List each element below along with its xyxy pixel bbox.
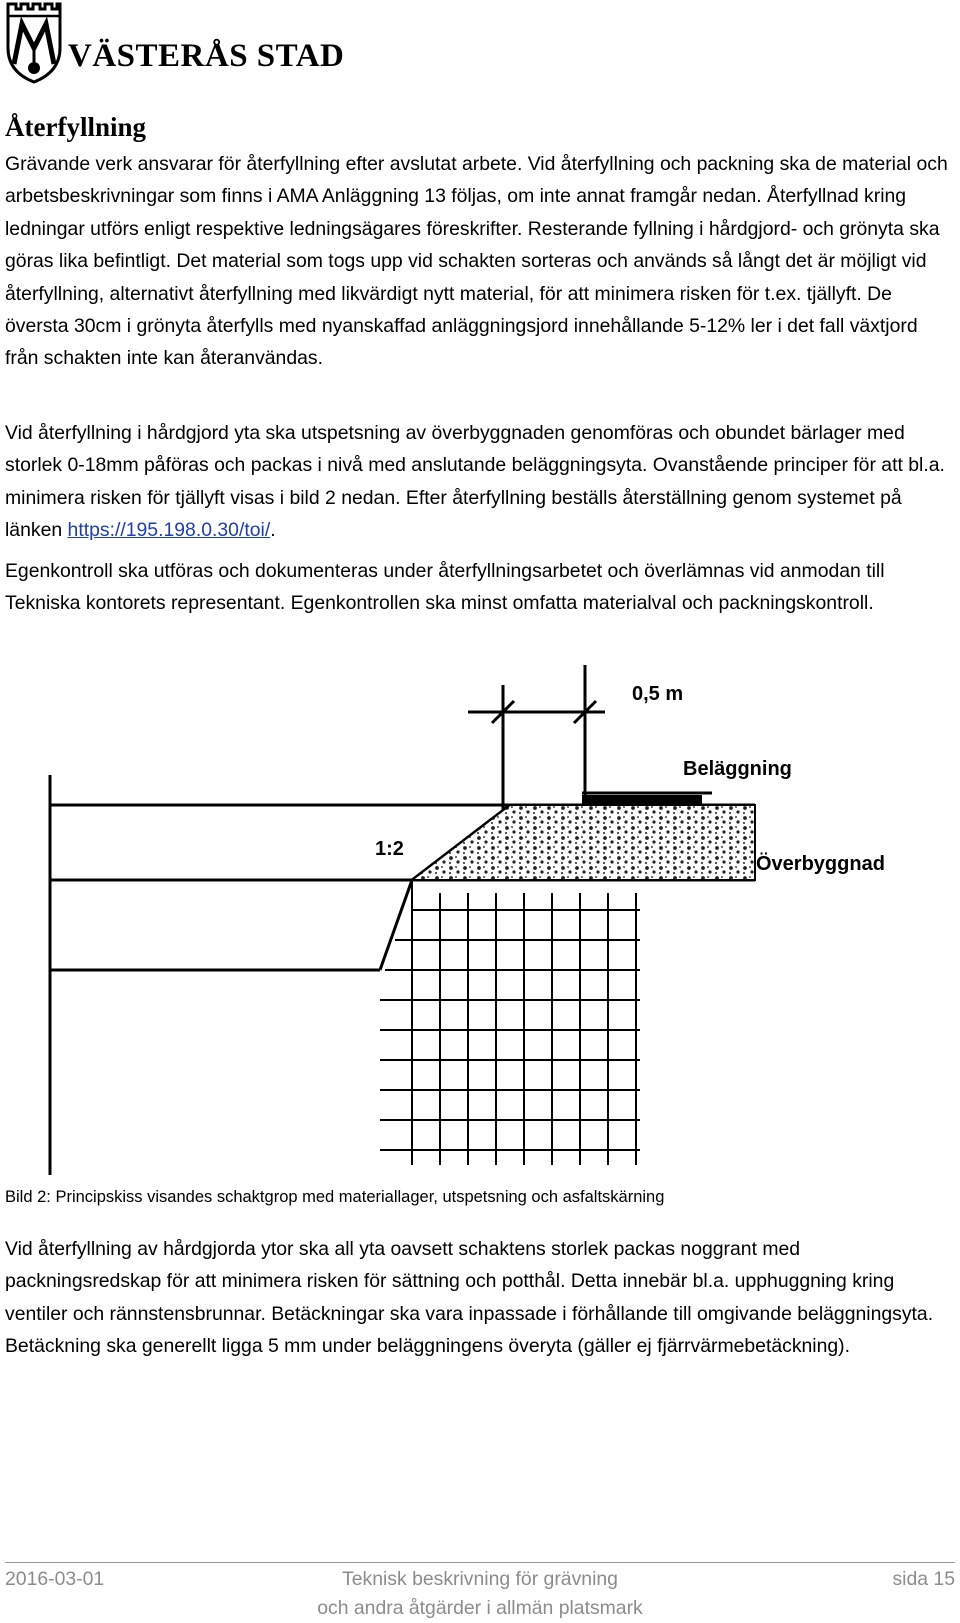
paragraph-backfill-rules: Grävande verk ansvarar för återfyllning efter avslutat arbete. Vid återfyllning och packning ska de material och arbetsbeskrivningar som finns i AMA Anläggning 13 följas, om inte annat framgår nedan. Återfyllnad kring ledningar utförs enligt respektive ledningsägares föreskrifter. Resterande fyllning i hårdgjord- och grönyta ska göras lika befintligt. Det material som togs upp vid schakten sorteras och används så långt det är möjligt vid återfyllning, alternativt återfyllning med likvärdigt nytt material, för att minimera risken för t.ex. tjällyft. De översta 30cm i grönyta återfylls med nyanskaffad anläggningsjord innehållande 5-12% ler i det fall växtjord från schakten inte kan återanvändas. (5, 153, 948, 370)
header-logo (4, 0, 345, 90)
paragraph-text: Vid återfyllning i hårdgjord yta ska utspetsning av överbyggnaden genomföras och obundet bärlager med storlek 0-18mm påföras och packas i nivå med anslutande beläggningsyta. Ovanstående principer för att bl.a. minimera risken för tjällyft visas i bild 2 nedan. Efter återfyllning beställs återställning genom systemet på länken (5, 422, 945, 542)
toi-link[interactable]: https://195.198.0.30/toi/ (67, 519, 271, 542)
paragraph-self-inspection: Egenkontroll ska utföras och dokumenteras under återfyllningsarbetet och överlämnas vid anmodan till Tekniska kontorets representant. Egenkontrollen ska minst omfatta materialval och packningskontroll. (5, 560, 885, 615)
backfill-pattern (380, 880, 640, 1165)
gravel-wedge (412, 805, 755, 880)
label-slope: 1:2 (375, 838, 404, 860)
footer-title-line-2: och andra åtgärder i allmän platsmark (317, 1597, 643, 1619)
paragraph-text-end: . (270, 519, 276, 542)
org-name: VÄSTERÅS STAD (68, 38, 345, 74)
paragraph-hard-surface (5, 417, 955, 547)
footer-title-line-1: Teknisk beskrivning för grävning (342, 1568, 618, 1590)
footer-page-number: sida 15 (892, 1568, 955, 1590)
trench-diagram (0, 665, 960, 1175)
footer-divider (5, 1562, 955, 1563)
label-base: Överbyggnad (756, 853, 885, 875)
figure-caption: Bild 2: Principskiss visandes schaktgrop med materiallager, utspetsning och asfaltskärning (5, 1188, 665, 1206)
footer-document-title (0, 1565, 960, 1623)
paragraph-compaction: Vid återfyllning av hårdgjorda ytor ska all yta oavsett schaktens storlek packas noggrant med packningsredskap för att minimera risken för sättning och potthål. Detta innebär bl.a. upphuggning kring ventiler och rännstensbrunnar. Betäckningar ska vara inpassade i förhållande till omgivande beläggningsyta. Betäckning ska generellt ligga 5 mm under beläggningens överyta (gäller ej fjärrvärmebetäckning). (5, 1238, 934, 1358)
vasteras-coat-of-arms-icon (4, 0, 64, 86)
trench-diagram-svg (0, 665, 960, 1175)
label-surface: Beläggning (683, 758, 792, 780)
footer-date: 2016-03-01 (5, 1568, 105, 1590)
asphalt-layer (582, 795, 702, 806)
label-width: 0,5 m (632, 683, 684, 705)
section-heading: Återfyllning (5, 112, 146, 142)
